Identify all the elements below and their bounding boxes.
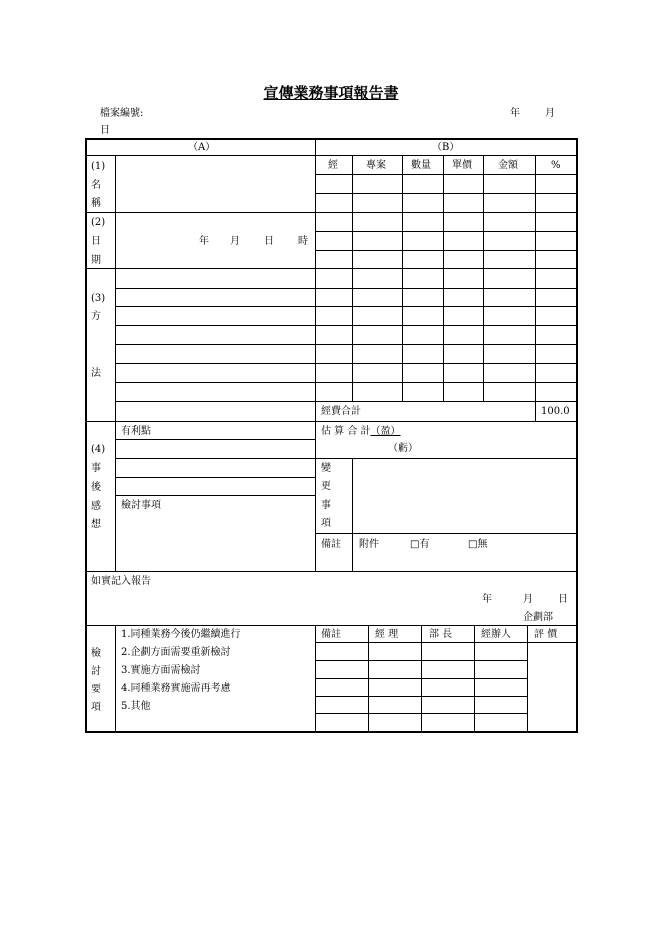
changes-label-1: 變 [321, 463, 331, 474]
row3-number: (3) [91, 293, 106, 304]
review-col-label-3: 要 [91, 684, 101, 695]
signoff-remarks: 備註 [321, 629, 341, 640]
row4-label-4: 想 [91, 519, 101, 530]
report-label: 如實記入報告 [91, 576, 151, 587]
attachment-label: 附件 [359, 539, 379, 550]
page-title: 宣傳業務事項報告書 [263, 84, 399, 102]
estimate-label: 估 算 合 計（盈） [321, 426, 401, 437]
file-number-label: 檔案編號: [100, 108, 144, 119]
review-items-label: 檢討事項 [121, 500, 161, 511]
report-month: 月 [523, 594, 533, 605]
cost-total-percent: 100.0 [541, 406, 570, 417]
row4-number: (4) [91, 444, 106, 455]
row3-label-2: 法 [91, 368, 101, 379]
changes-label-3: 事 [321, 500, 331, 511]
report-year: 年 [482, 594, 492, 605]
section-a-header: （A） [188, 142, 216, 153]
cost-total-label: 經費合計 [321, 406, 361, 417]
remarks-label: 備註 [321, 539, 341, 550]
review-col-label-4: 項 [91, 702, 101, 713]
row1-label-2: 稱 [91, 198, 101, 209]
changes-label-2: 更 [321, 481, 331, 492]
b-header-4: 單價 [452, 160, 472, 171]
row4-label-1: 事 [91, 463, 101, 474]
signoff-evaluation: 評 價 [534, 629, 558, 640]
signoff-handler: 經辦人 [481, 629, 511, 640]
b-header-6: % [551, 160, 561, 171]
attachment-yes-checkbox[interactable]: □有 [410, 539, 430, 550]
review-item-3: 3.實施方面需檢討 [121, 665, 201, 676]
review-item-4: 4.同種業務實施需再考慮 [121, 683, 231, 694]
report-day: 日 [558, 594, 568, 605]
review-item-5: 5.其他 [121, 701, 151, 712]
b-header-5: 金額 [498, 160, 518, 171]
estimate-loss: （虧） [388, 443, 418, 454]
row2-number: (2) [91, 217, 106, 228]
row3-label-1: 方 [91, 311, 101, 322]
review-col-label-2: 討 [91, 666, 101, 677]
row1-number: (1) [91, 161, 106, 172]
row2-year: 年 [199, 236, 209, 247]
row2-day: 日 [264, 236, 274, 247]
row4-label-2: 後 [91, 482, 101, 493]
advantages-label: 有利點 [121, 426, 151, 437]
row2-label-2: 期 [91, 255, 101, 266]
review-col-label-1: 檢 [91, 648, 101, 659]
b-header-2: 專案 [366, 160, 386, 171]
row2-month: 月 [230, 236, 240, 247]
section-b-header: （B） [432, 142, 460, 153]
attachment-no-checkbox[interactable]: □無 [468, 539, 488, 550]
changes-label-4: 項 [321, 518, 331, 529]
b-header-3: 數量 [411, 160, 431, 171]
review-item-2: 2.企劃方面需要重新檢討 [121, 647, 231, 658]
row2-label-1: 日 [91, 236, 101, 247]
row4-label-3: 感 [91, 501, 101, 512]
signoff-chief: 部 長 [429, 629, 453, 640]
row1-label-1: 名 [91, 180, 101, 191]
header-year: 年 [510, 108, 520, 119]
row2-hour: 時 [298, 236, 308, 247]
signoff-manager: 經 理 [375, 629, 399, 640]
header-day: 日 [100, 125, 110, 136]
header-month: 月 [545, 108, 555, 119]
estimate-profit: （盈） [370, 426, 401, 437]
b-header-1: 經 [328, 160, 338, 171]
review-item-1: 1.同種業務今後仍繼續進行 [121, 629, 241, 640]
report-department: 企劃部 [523, 612, 553, 623]
